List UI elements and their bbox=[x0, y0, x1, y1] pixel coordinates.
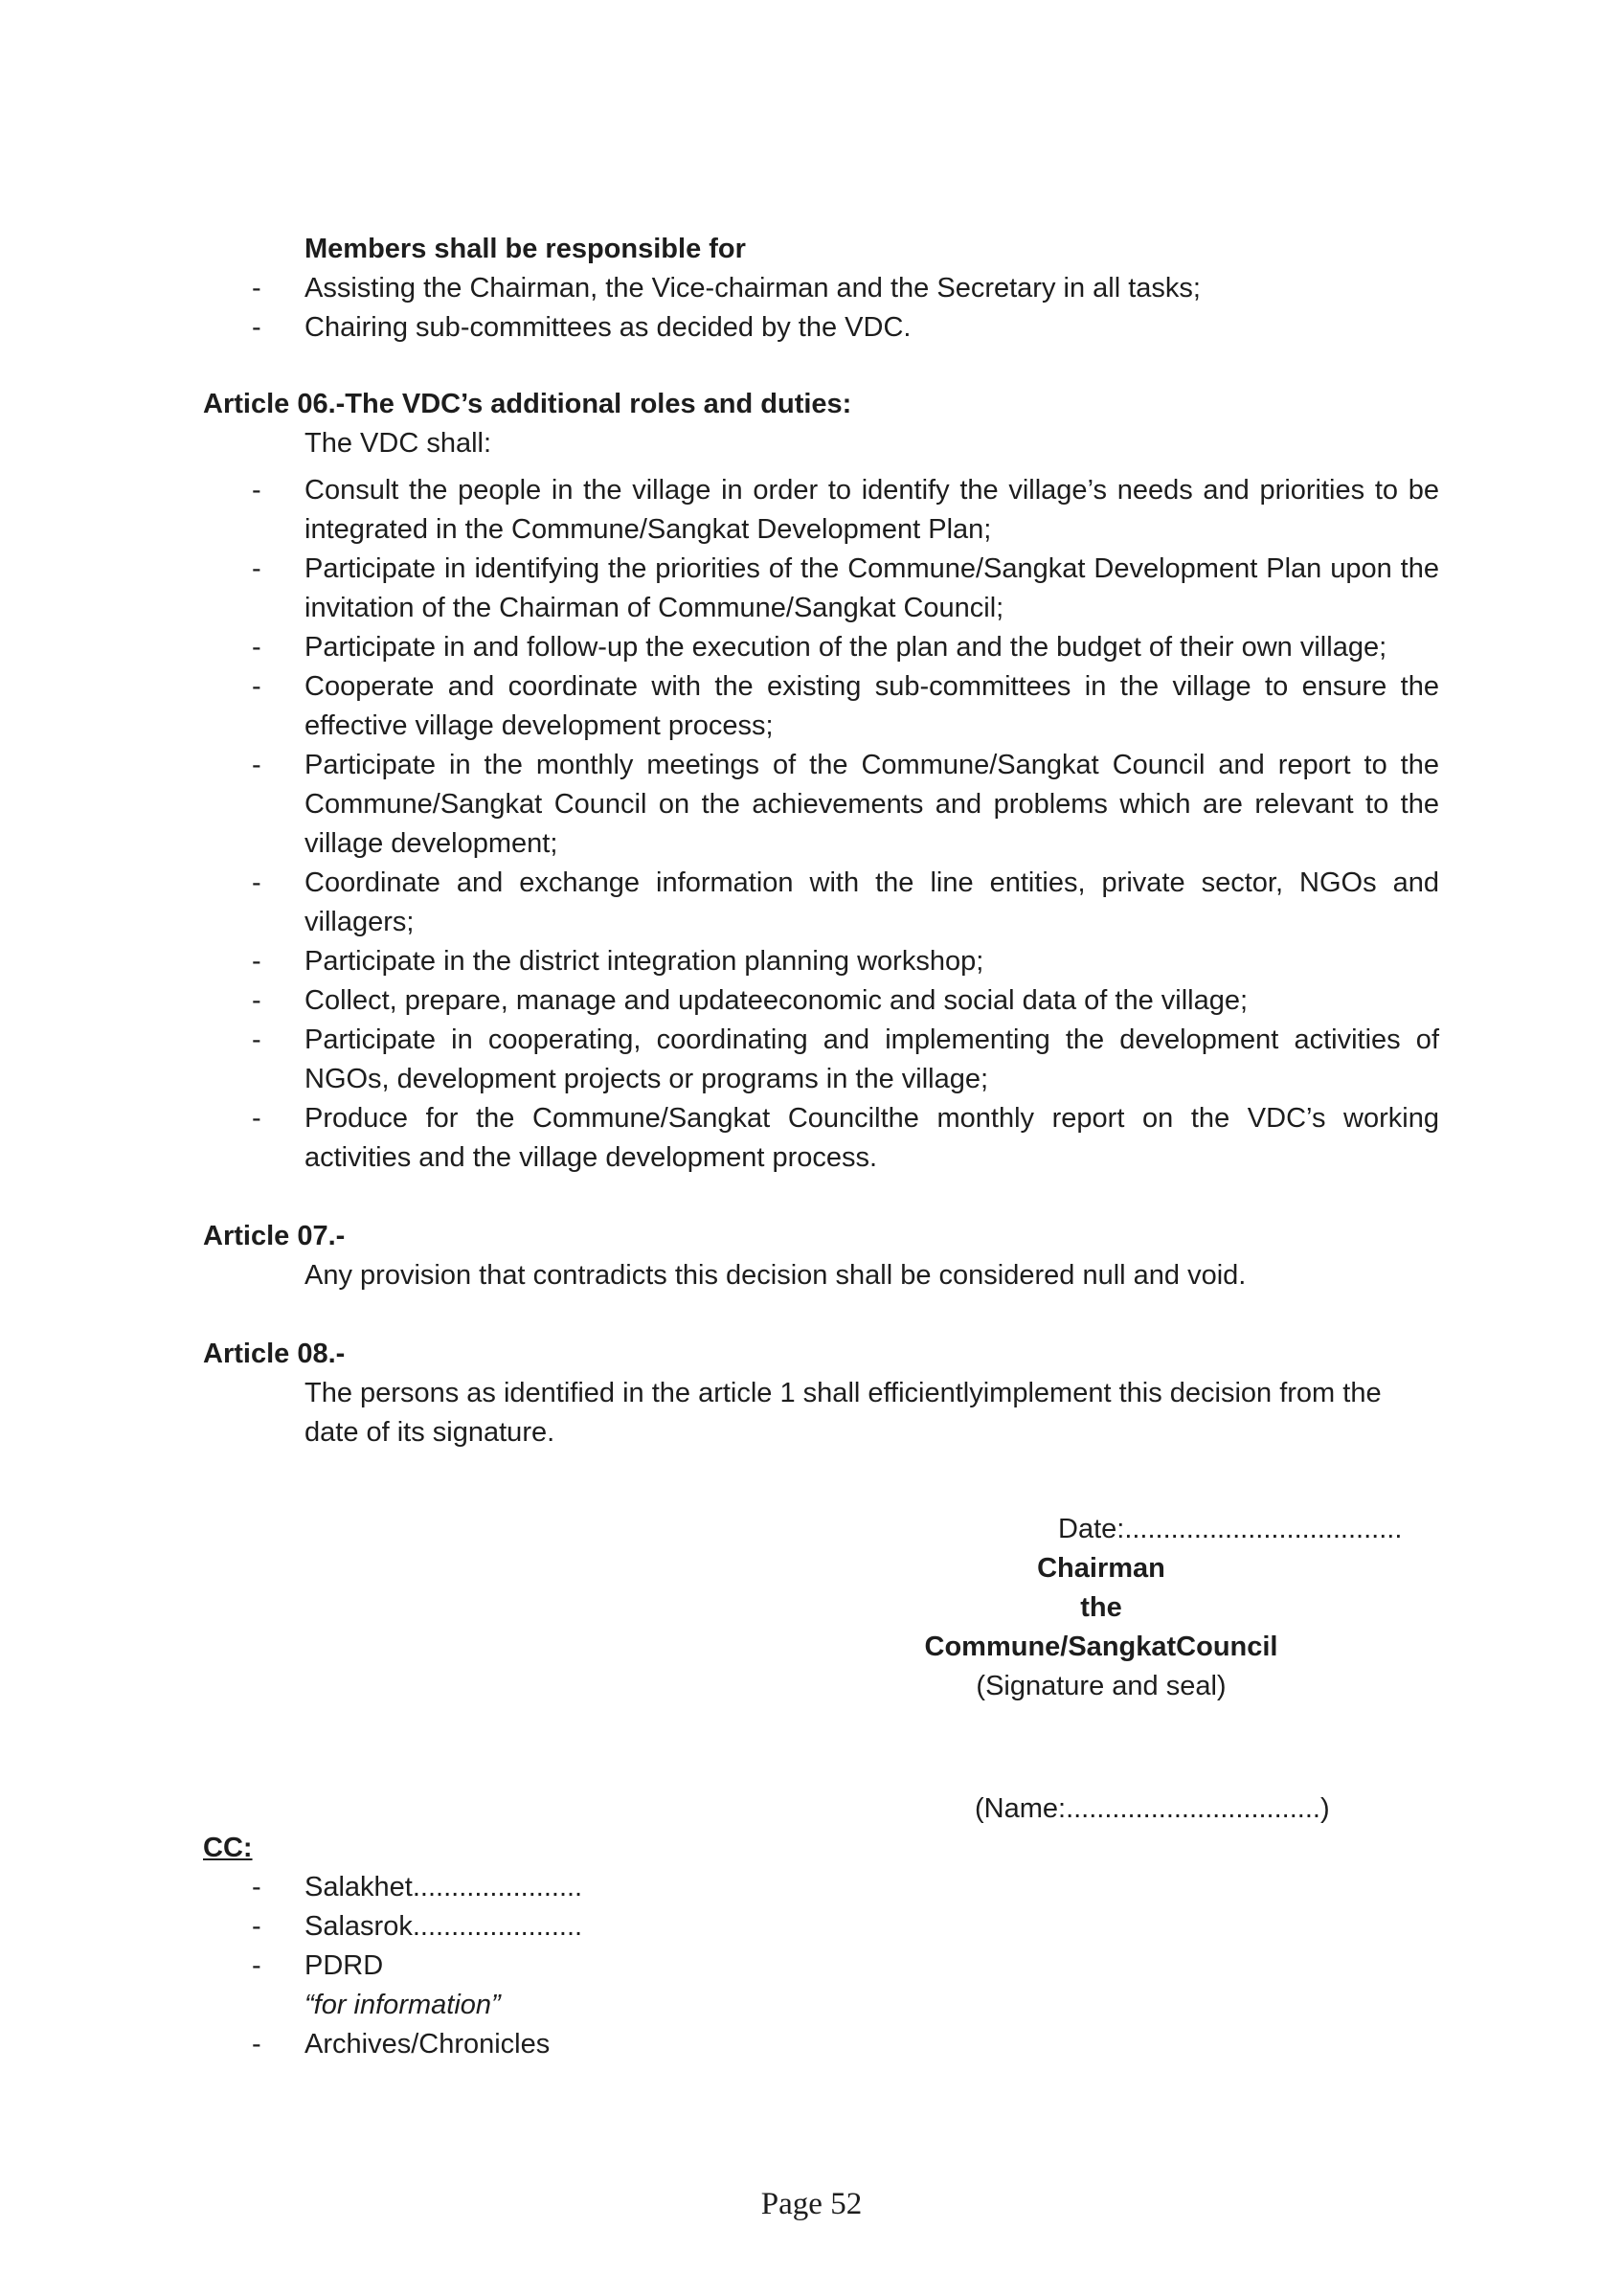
bullet-dash: - bbox=[252, 985, 261, 1016]
bullet-dash: - bbox=[252, 1872, 261, 1902]
list-item-text: Chairing sub-committees as decided by the VDC. bbox=[304, 312, 912, 343]
cc-item bbox=[203, 2025, 1439, 2064]
bullet-dash: - bbox=[252, 312, 261, 343]
cc-item bbox=[203, 1947, 1439, 1986]
cc-item-text: PDRD bbox=[304, 1950, 384, 1981]
bullet-dash: - bbox=[252, 671, 261, 702]
cc-section bbox=[203, 1829, 1439, 1868]
article-07-heading: Article 07.- bbox=[203, 1221, 346, 1251]
list-item-text: Participate in identifying the priorities of the Commune/Sangkat Development Plan upon the invitation of the Chairman of Commune/Sangkat Council; bbox=[304, 553, 1439, 623]
list-item-text: Participate in cooperating, coordinating and implementing the development activities of NGOs, development projects or programs in the village; bbox=[304, 1024, 1439, 1094]
list-item bbox=[203, 746, 1439, 864]
list-item bbox=[203, 550, 1439, 628]
list-item-text: Coordinate and exchange information with the line entities, private sector, NGOs and villagers; bbox=[304, 867, 1439, 937]
list-item bbox=[203, 308, 1439, 348]
list-item-text: Consult the people in the village in order to identify the village’s needs and priorities to be integrated in the Commune/Sangkat Development Plan; bbox=[304, 475, 1439, 545]
cc-item-text: Salasrok...................... bbox=[304, 1911, 583, 1942]
page-number: Page 52 bbox=[760, 2187, 863, 2221]
bullet-dash: - bbox=[252, 1950, 261, 1981]
bullet-dash: - bbox=[252, 1103, 261, 1134]
article-06-list bbox=[203, 471, 1439, 1178]
cc-note: “for information” bbox=[304, 1990, 501, 2020]
list-item-text: Collect, prepare, manage and updateeconomic and social data of the village; bbox=[304, 985, 1249, 1016]
bullet-dash: - bbox=[252, 475, 261, 506]
list-item bbox=[203, 981, 1439, 1021]
cc-item-text: Salakhet...................... bbox=[304, 1872, 583, 1902]
article-08-heading: Article 08.- bbox=[203, 1339, 346, 1369]
list-item-text: Participate in the district integration planning workshop; bbox=[304, 946, 984, 977]
cc-item bbox=[203, 1907, 1439, 1947]
cc-item bbox=[203, 1868, 1439, 1907]
list-item bbox=[203, 864, 1439, 942]
bullet-dash: - bbox=[252, 946, 261, 977]
document-content bbox=[203, 230, 1439, 2064]
bullet-dash: - bbox=[252, 1024, 261, 1055]
list-item bbox=[203, 269, 1439, 308]
signature-seal-note: (Signature and seal) bbox=[976, 1671, 1227, 1701]
bullet-dash: - bbox=[252, 750, 261, 780]
bullet-dash: - bbox=[252, 273, 261, 304]
cc-label: CC: bbox=[203, 1833, 253, 1863]
list-item bbox=[203, 1099, 1439, 1178]
list-item-text: Participate in the monthly meetings of the Commune/Sangkat Council and report to the Commune/Sangkat Council on the achievements and problems which are relevant to the village development; bbox=[304, 750, 1439, 859]
list-item bbox=[203, 942, 1439, 981]
list-item bbox=[203, 628, 1439, 667]
list-item-text: Assisting the Chairman, the Vice-chairman and the Secretary in all tasks; bbox=[304, 273, 1201, 304]
list-item bbox=[203, 1021, 1439, 1099]
article-08-body: The persons as identified in the article 1 shall efficientlyimplement this decision from the date of its signature. bbox=[304, 1378, 1382, 1448]
signature-council: the Commune/SangkatCouncil bbox=[924, 1592, 1278, 1662]
signature-block bbox=[910, 1549, 1293, 1706]
bullet-dash: - bbox=[252, 2029, 261, 2060]
cc-item-text: Archives/Chronicles bbox=[304, 2029, 551, 2060]
members-heading: Members shall be responsible for bbox=[304, 234, 746, 264]
article-07-body: Any provision that contradicts this decision shall be considered null and void. bbox=[304, 1260, 1247, 1291]
article-06-heading: Article 06.-The VDC’s additional roles and duties: bbox=[203, 389, 852, 419]
list-item-text: Produce for the Commune/Sangkat Councilthe monthly report on the VDC’s working activities and the village development process. bbox=[304, 1103, 1439, 1173]
signature-date-line: Date:.................................... bbox=[1058, 1514, 1403, 1544]
bullet-dash: - bbox=[252, 867, 261, 898]
bullet-dash: - bbox=[252, 632, 261, 663]
signature-name-line: (Name:.................................) bbox=[975, 1793, 1330, 1824]
signature-chairman: Chairman bbox=[1037, 1553, 1165, 1584]
list-item bbox=[203, 667, 1439, 746]
bullet-dash: - bbox=[252, 553, 261, 584]
list-item bbox=[203, 471, 1439, 550]
list-item-text: Cooperate and coordinate with the existing sub-committees in the village to ensure the effective village development process; bbox=[304, 671, 1439, 741]
bullet-dash: - bbox=[252, 1911, 261, 1942]
list-item-text: Participate in and follow-up the execution of the plan and the budget of their own village; bbox=[304, 632, 1387, 663]
article-06-intro: The VDC shall: bbox=[304, 428, 492, 459]
